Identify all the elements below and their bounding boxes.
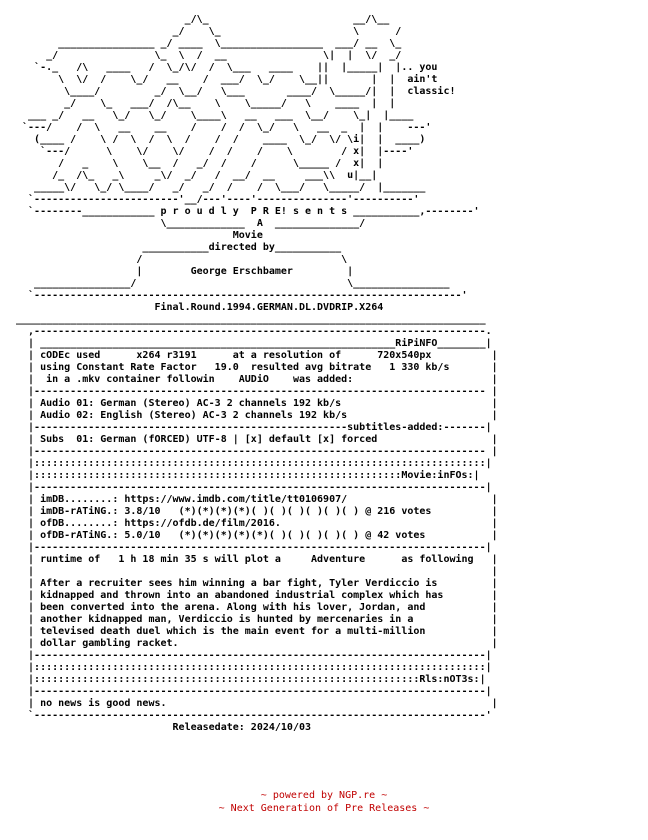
footer-tagline: ~ Next Generation of Pre Releases ~ xyxy=(218,803,430,814)
nfo-text: _/\_ __/\__ _/ \_ \ / ________________ _/ ____ \_________________ ___/ __ \_ _/ \_ \ / __ \| | \/ _/ `-._ /\ ____ / \_/\/ / \___ ____ || |_____| |.. you \ \/ / \_/ __ / ___/ \_/ \__|| | | ain't \____/ _/ \__/ \___ ____/ \_____/| | classic! _/ \_ ___/ /\__ \ \_____/ \ ____ | | ___ _/ __ \_/ \_/ \____\ __ ___ \__/ \_| |____ `---/ / \ __ __ / / / \_/ \ __ _ | | ---' (____ / \ / \ / \ / / / ____ \_/ \/ \i| | ____) `---/ \ \/ \/ / / / \ / x| |----' / _ \ \__ / _/ / / \_____ / x| | /_ /\_ _\ _\/ _/ / __/ __ ___\\ u|__| _____\/ \_/ \____/ _/ _/ / / \___/ \_____/ |_______ `------------------------'__/---'----'---------------'----------' `--------____________ p r o u d l y P R E! s e n t s ___________,--------' \_____________ A ______________/ Movie ___________directed by___________ / \ | George Erschbamer | ________________/ \________________ `-----------------------------------------------------------------------' Final.Round.1994.GERMAN.DL.DVDRIP.X264 ______________________________________________________________________________ ,---------------------------------------------------------------------------. | ___________________________________________________________RiPiNFO________| | cODEc used x264 r3191 at a resolution of 720x540px | | using Constant Rate Factor 19.0 resulted avg bitrate 1 330 kb/s | | in a .mkv container followin AUDiO was added: | |--------------------------------------------------------------------------- | | Audio 01: German (Stereo) AC-3 2 channels 192 kb/s | | Audio 02: English (Stereo) AC-3 2 channels 192 kb/s | |----------------------------------------------------subtitles-added:-------| | Subs 01: German (fORCED) UTF-8 | [x] default [x] forced | |--------------------------------------------------------------------------- | |:::::::::::::::::::::::::::::::::::::::::::::::::::::::::::::::::::::::::::| |:::::::::::::::::::::::::::::::::::::::::::::::::::::::::::::Movie:inFOs:| |---------------------------------------------------------------------------| | imDB........: https://www.imdb.com/title/tt0106907/ | | imDB-rATiNG.: 3.8/10 (*)(*)(*)(*)( )( )( )( )( )( ) @ 216 votes | | ofDB........: https://ofdb.de/film/2016. | | ofDB-rATiNG.: 5.0/10 (*)(*)(*)(*)(*)( )( )( )( )( ) @ 42 votes | |---------------------------------------------------------------------------| | runtime of 1 h 18 min 35 s will plot a Adventure as following | | | | After a recruiter sees him winning a bar fight, Tyler Verdiccio is | | kidnapped and thrown into an abandoned industrial complex which has | | been converted into the arena. Along with his lover, Jordan, and | | another kidnapped man, Verdiccio is hunted by mercenaries in a | | televised death duel which is the main event for a multi-million | | dollar gambling racket. | |---------------------------------------------------------------------------| |:::::::::::::::::::::::::::::::::::::::::::::::::::::::::::::::::::::::::::| |::::::::::::::::::::::::::::::::::::::::::::::::::::::::::::::::Rls:nOT3s:| |---------------------------------------------------------------------------| | no news is good news. | `---------------------------------------------------------------------------' Releasedate: 2024/10/03 xyxy=(16,14,498,733)
footer-powered-by: ~ powered by NGP.re ~ xyxy=(260,790,388,801)
